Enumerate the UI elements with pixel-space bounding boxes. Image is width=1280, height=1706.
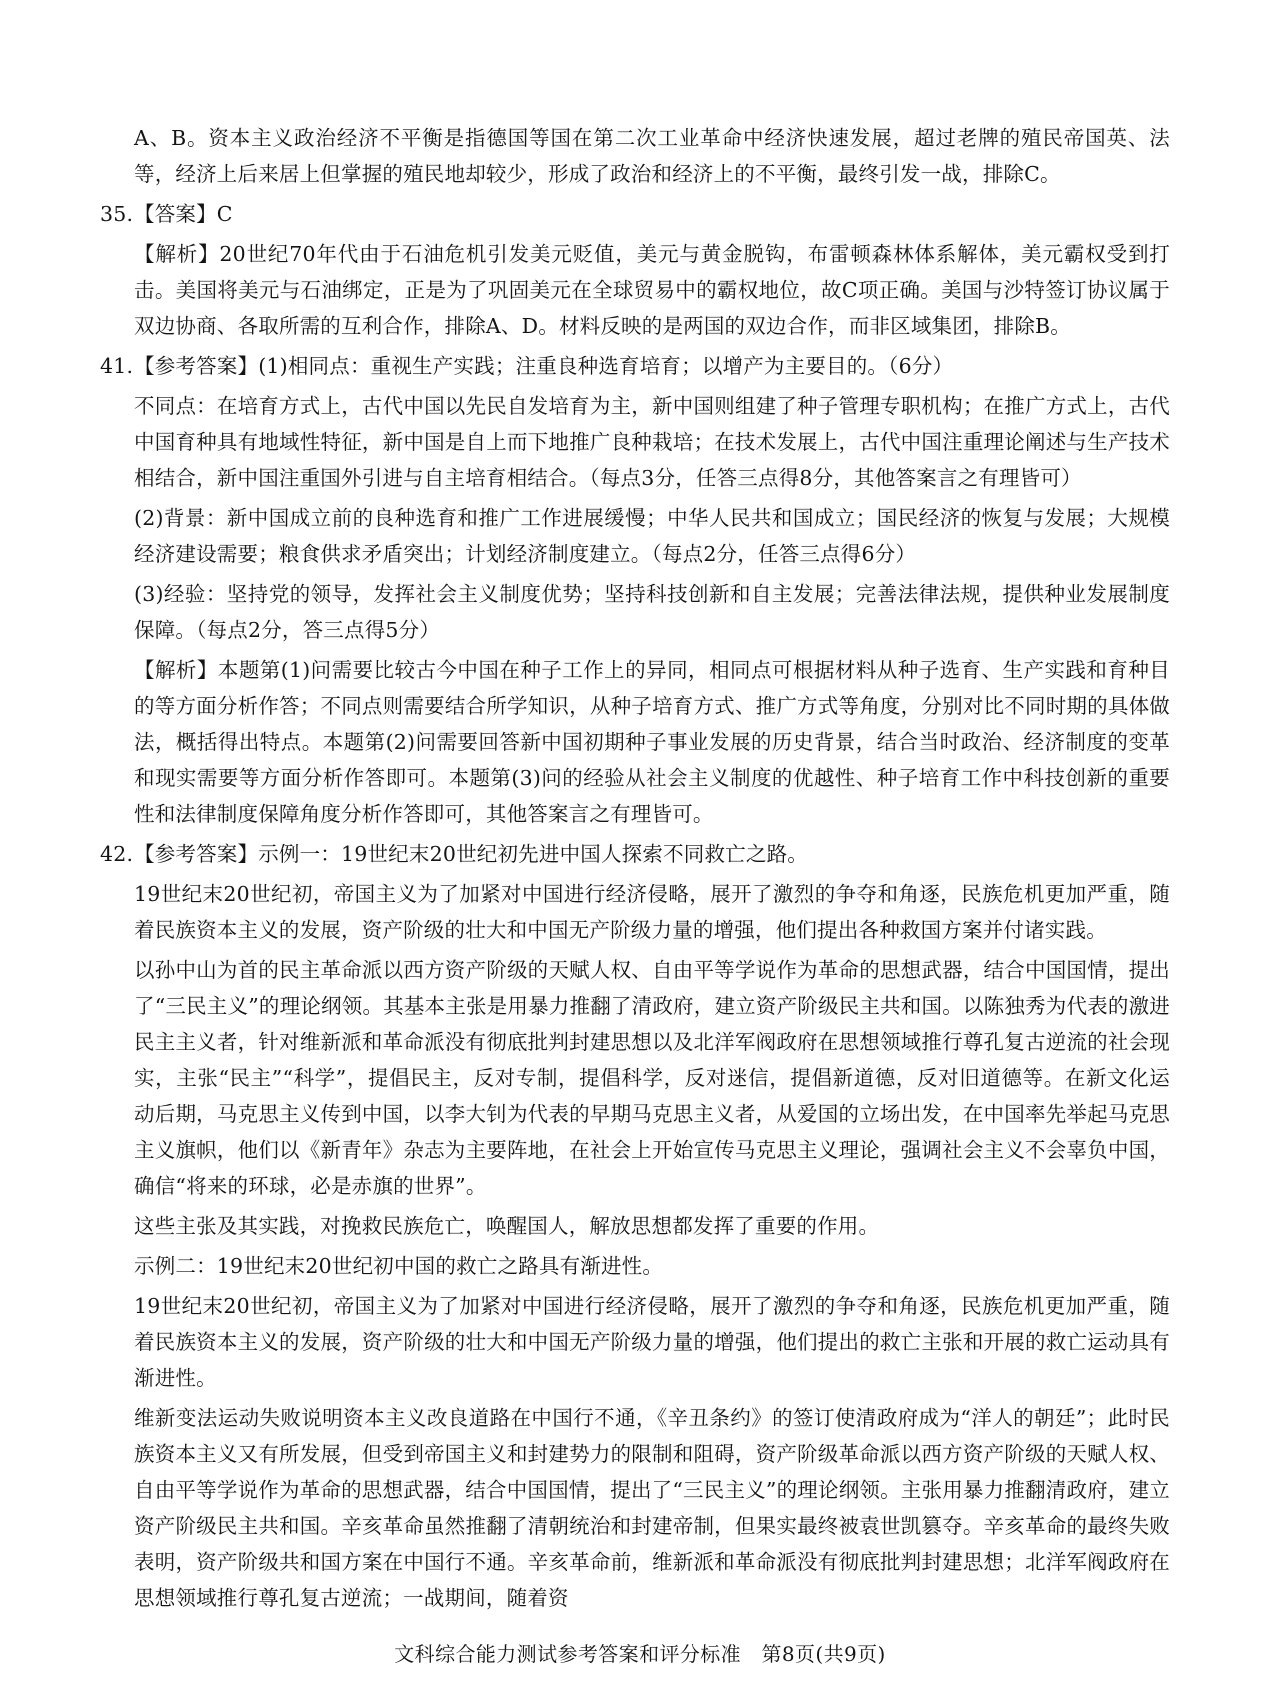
paragraph: 示例二：19世纪末20世纪初中国的救亡之路具有渐进性。 (134, 1254, 664, 1278)
answer-text: 【参考答案】示例一：19世纪末20世纪初先进中国人探索不同救亡之路。 (134, 842, 808, 866)
answer-content (100, 120, 1170, 1620)
question-number: 42. (100, 842, 134, 866)
page-footer: 文科综合能力测试参考答案和评分标准 第8页(共9页) (394, 1642, 886, 1666)
paragraph: 维新变法运动失败说明资本主义改良道路在中国行不通，《辛丑条约》的签订使清政府成为“洋人的朝廷”；此时民族资本主义又有所发展，但受到帝国主义和封建势力的限制和阻碍，资产阶级革命派以西方资产阶级的天赋人权、自由平等学说作为革命的思想武器，结合中国国情，提出了“三民主义”的理论纲领。主张用暴力推翻清政府，建立资产阶级民主共和国。辛亥革命虽然推翻了清朝统治和封建帝制，但果实最终被袁世凯篡夺。辛亥革命的最终失败表明，资产阶级共和国方案在中国行不通。辛亥革命前，维新派和革命派没有彻底批判封建思想；北洋军阀政府在思想领域推行尊孔复古逆流；一战期间，随着资 (134, 1406, 1170, 1610)
question-number: 41. (100, 354, 134, 378)
paragraph: 19世纪末20世纪初，帝国主义为了加紧对中国进行经济侵略，展开了激烈的争夺和角逐，民族危机更加严重，随着民族资本主义的发展，资产阶级的壮大和中国无产阶级力量的增强，他们提出各种救国方案并付诸实践。 (134, 882, 1170, 942)
paragraph: (3)经验：坚持党的领导，发挥社会主义制度优势；坚持科技创新和自主发展；完善法律法规，提供种业发展制度保障。（每点2分，答三点得5分） (134, 582, 1170, 642)
answer-text: 【参考答案】(1)相同点：重视生产实践；注重良种选育培育；以增产为主要目的。（6分） (134, 354, 954, 378)
paragraph: 不同点：在培育方式上，古代中国以先民自发培育为主，新中国则组建了种子管理专职机构；在推广方式上，古代中国育种具有地域性特征，新中国是自上而下地推广良种栽培；在技术发展上，古代中国注重理论阐述与生产技术相结合，新中国注重国外引进与自主培育相结合。（每点3分，任答三点得8分，其他答案言之有理皆可） (134, 394, 1170, 490)
question-35 (100, 196, 1170, 232)
paragraph: A、B。资本主义政治经济不平衡是指德国等国在第二次工业革命中经济快速发展，超过老牌的殖民帝国英、法等，经济上后来居上但掌握的殖民地却较少，形成了政治和经济上的不平衡，最终引发一战，排除C。 (134, 126, 1170, 186)
paragraph: 【解析】20世纪70年代由于石油危机引发美元贬值，美元与黄金脱钩，布雷顿森林体系解体，美元霸权受到打击。美国将美元与石油绑定，正是为了巩固美元在全球贸易中的霸权地位，故C项正确。美国与沙特签订协议属于双边协商、各取所需的互利合作，排除A、D。材料反映的是两国的双边合作，而非区域集团，排除B。 (134, 242, 1170, 338)
paragraph: 19世纪末20世纪初，帝国主义为了加紧对中国进行经济侵略，展开了激烈的争夺和角逐，民族危机更加严重，随着民族资本主义的发展，资产阶级的壮大和中国无产阶级力量的增强，他们提出的救亡主张和开展的救亡运动具有渐进性。 (134, 1294, 1170, 1390)
question-42 (100, 836, 1170, 872)
answer-text: 【答案】C (134, 202, 233, 226)
question-number: 35. (100, 202, 134, 226)
paragraph: 【解析】本题第(1)问需要比较古今中国在种子工作上的异同，相同点可根据材料从种子选育、生产实践和育种目的等方面分析作答；不同点则需要结合所学知识，从种子培育方式、推广方式等角度，分别对比不同时期的具体做法，概括得出特点。本题第(2)问需要回答新中国初期种子事业发展的历史背景，结合当时政治、经济制度的变革和现实需要等方面分析作答即可。本题第(3)问的经验从社会主义制度的优越性、种子培育工作中科技创新的重要性和法律制度保障角度分析作答即可，其他答案言之有理皆可。 (134, 658, 1170, 826)
paragraph: (2)背景：新中国成立前的良种选育和推广工作进展缓慢；中华人民共和国成立；国民经济的恢复与发展；大规模经济建设需要；粮食供求矛盾突出；计划经济制度建立。（每点2分，任答三点得6分） (134, 506, 1170, 566)
question-41 (100, 348, 1170, 384)
paragraph: 这些主张及其实践，对挽救民族危亡，唤醒国人，解放思想都发挥了重要的作用。 (134, 1214, 880, 1238)
paragraph: 以孙中山为首的民主革命派以西方资产阶级的天赋人权、自由平等学说作为革命的思想武器，结合中国国情，提出了“三民主义”的理论纲领。其基本主张是用暴力推翻了清政府，建立资产阶级民主共和国。以陈独秀为代表的激进民主主义者，针对维新派和革命派没有彻底批判封建思想以及北洋军阀政府在思想领域推行尊孔复古逆流的社会现实，主张“民主”“科学”，提倡民主，反对专制，提倡科学，反对迷信，提倡新道德，反对旧道德等。在新文化运动后期，马克思主义传到中国，以李大钊为代表的早期马克思主义者，从爱国的立场出发，在中国率先举起马克思主义旗帜，他们以《新青年》杂志为主要阵地，在社会上开始宣传马克思主义理论，强调社会主义不会辜负中国，确信“将来的环球，必是赤旗的世界”。 (134, 958, 1170, 1198)
